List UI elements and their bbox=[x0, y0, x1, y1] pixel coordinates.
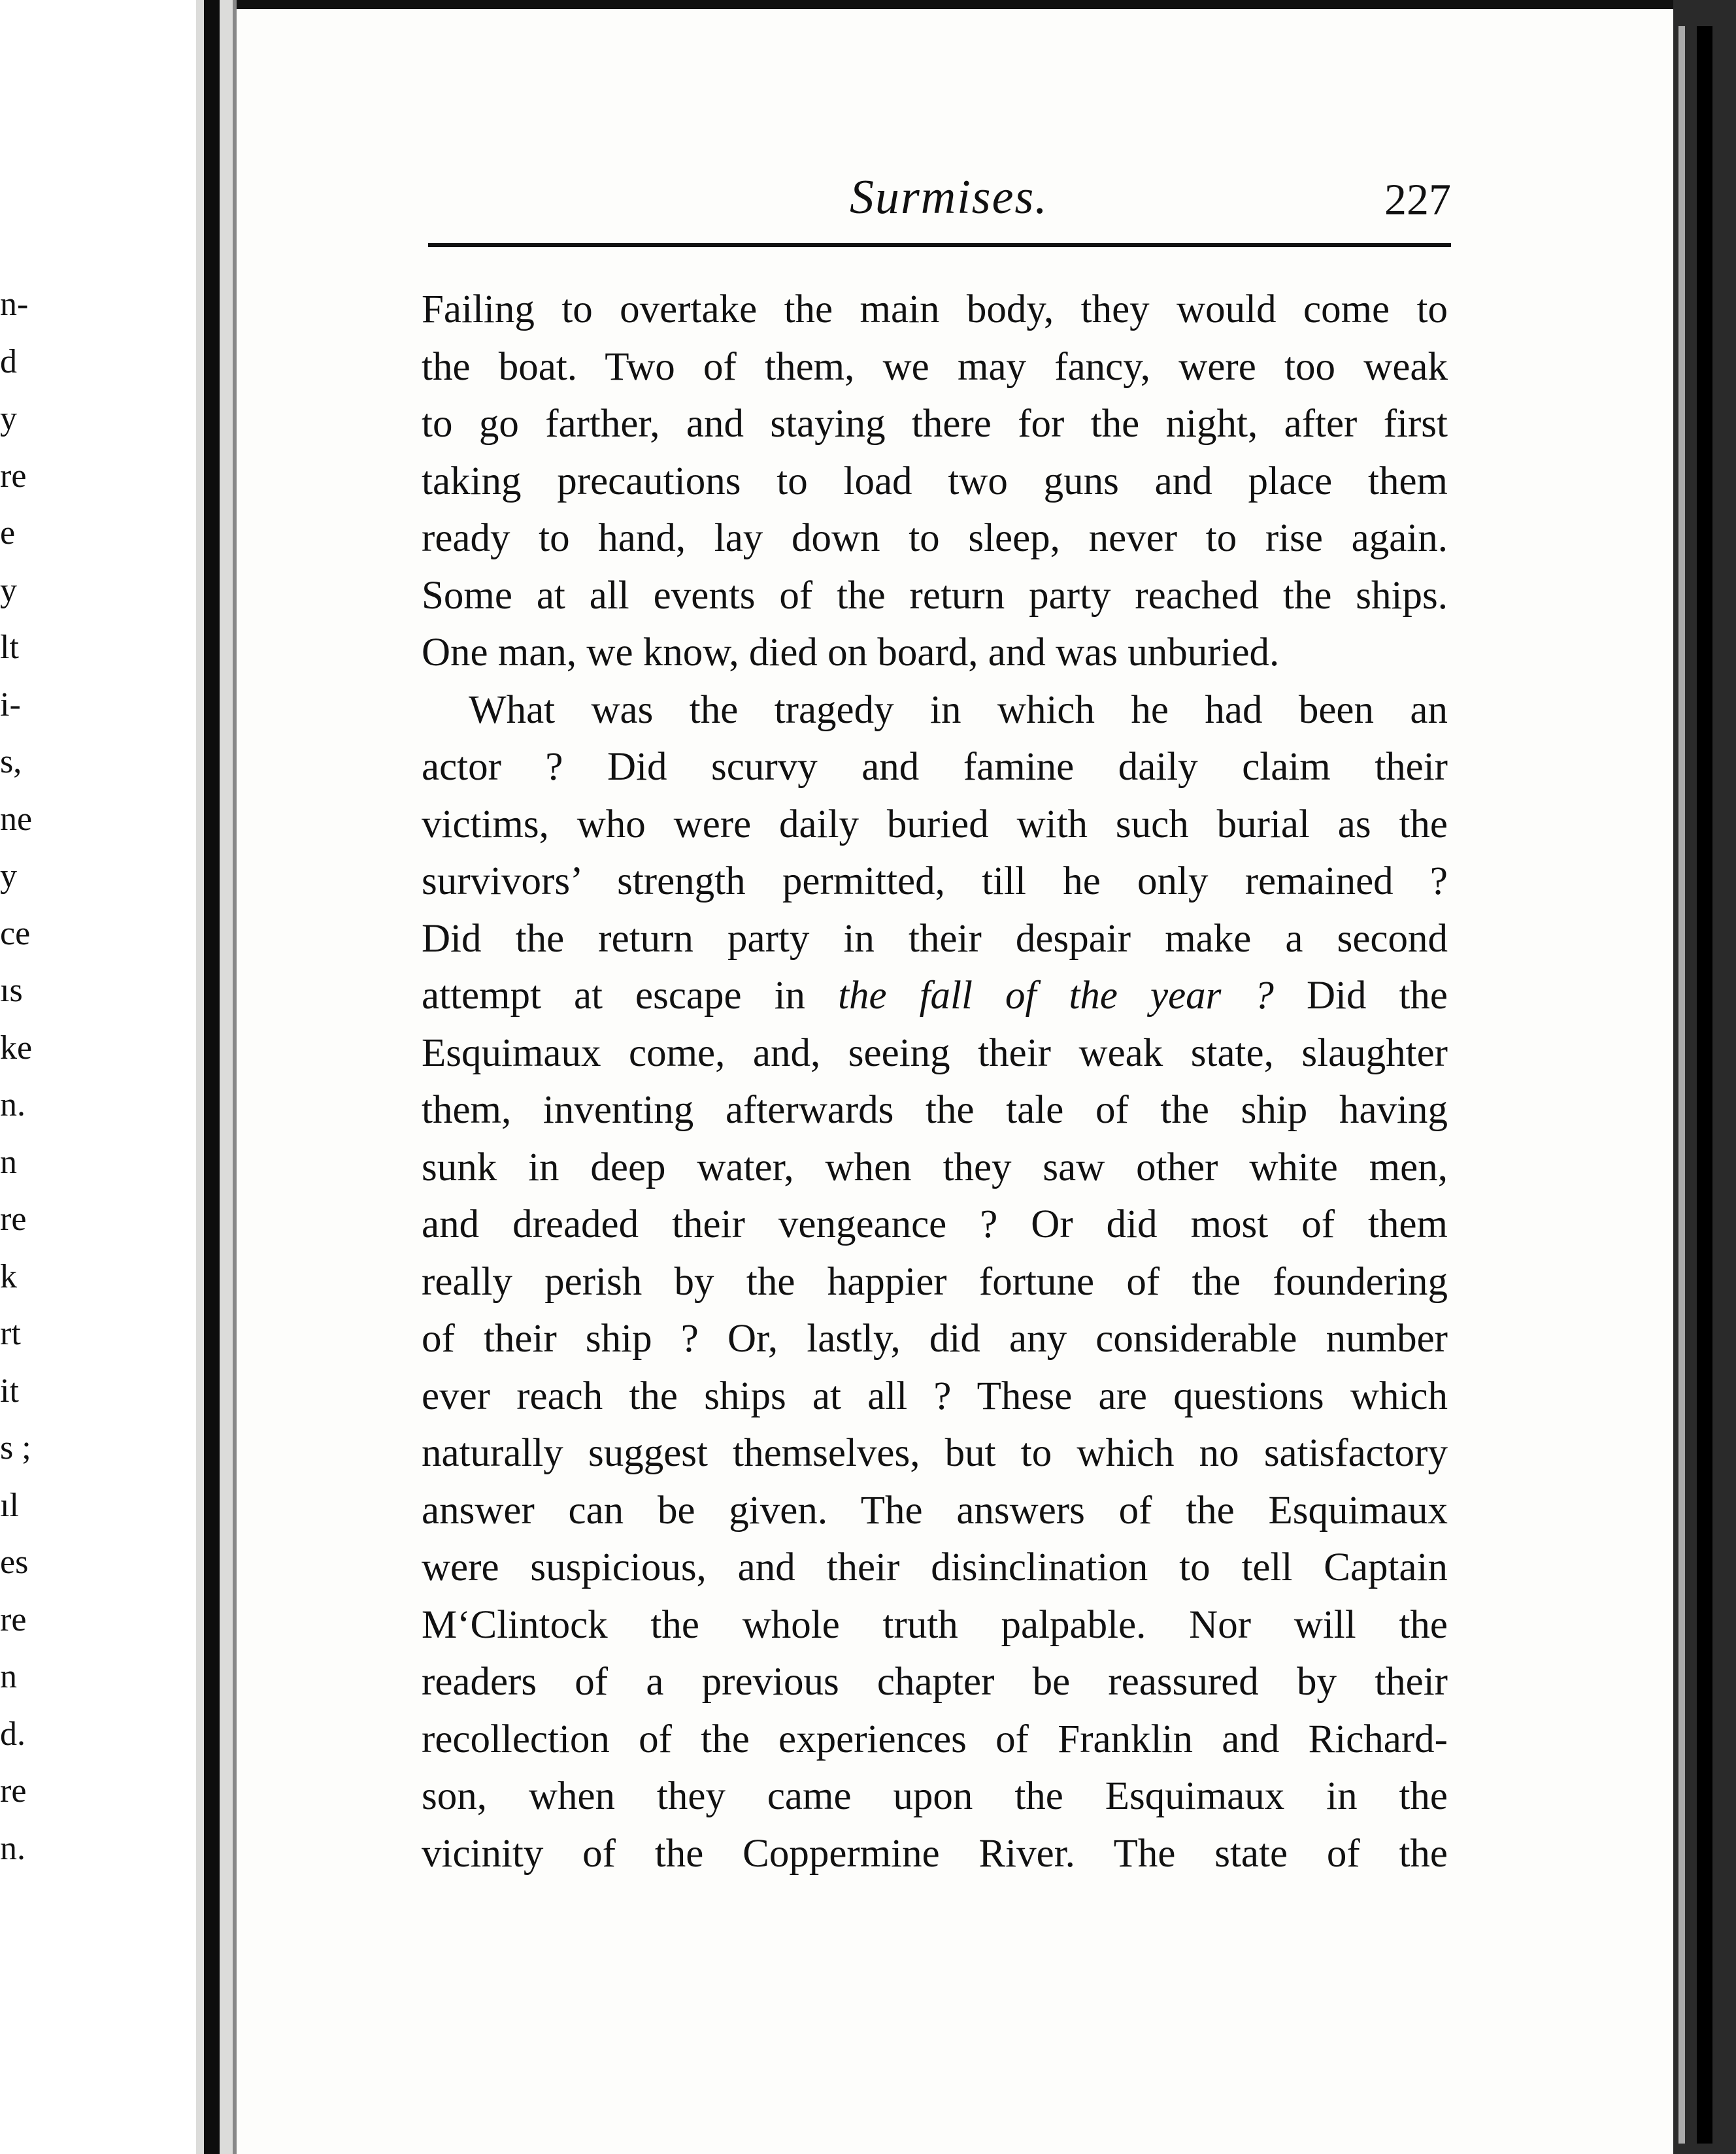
left-page-fragment: n. bbox=[0, 1829, 25, 1867]
left-page-fragment: y bbox=[0, 571, 17, 609]
left-page-fragment: n bbox=[0, 1658, 17, 1695]
page-number: 227 bbox=[1384, 174, 1451, 224]
text-line: son, when they came upon the Esquimaux in the bbox=[422, 1774, 1448, 1818]
right-edge-line bbox=[1697, 26, 1712, 2144]
left-page-fragment: e bbox=[0, 514, 16, 552]
left-page-fragment: lt bbox=[0, 629, 19, 666]
left-page-fragment: y bbox=[0, 857, 17, 895]
text-line: Some at all events of the return party reached the ships. bbox=[422, 573, 1448, 618]
text-line: were suspicious, and their disinclination to tell Captain bbox=[422, 1546, 1448, 1589]
left-page-fragment: ke bbox=[0, 1029, 33, 1067]
text-line: really perish by the happier fortune of the foundering bbox=[422, 1259, 1448, 1304]
text-line: ready to hand, lay down to sleep, never to rise again. bbox=[422, 516, 1448, 560]
left-page-fragment: es bbox=[0, 1544, 29, 1581]
left-page-fragment: ce bbox=[0, 914, 31, 952]
text-line: victims, who were daily buried with such burial as the bbox=[422, 802, 1448, 846]
running-title: Surmises. bbox=[850, 171, 1048, 224]
text-line: M‘Clintock the whole truth palpable. Nor will the bbox=[422, 1602, 1448, 1647]
text-line: Esquimaux come, and, seeing their weak state, slaughter bbox=[422, 1031, 1448, 1075]
left-page-fragment: re bbox=[0, 1772, 27, 1810]
text-line: recollection of the experiences of Franklin and Richard- bbox=[422, 1717, 1448, 1761]
text-line: answer can be given. The answers of the Esquimaux bbox=[422, 1488, 1448, 1533]
text-line: vicinity of the Coppermine River. The state of the bbox=[422, 1831, 1448, 1876]
left-page-fragment: ıs bbox=[0, 972, 23, 1009]
text-line: One man, we know, died on board, and was unburied. bbox=[422, 631, 1280, 674]
text-line: survivors’ strength permitted, till he only remained ? bbox=[422, 859, 1448, 903]
text-segment: attempt at escape in bbox=[422, 974, 806, 1018]
left-page-fragment: rt bbox=[0, 1315, 21, 1352]
header-rule bbox=[428, 243, 1451, 247]
left-page-fragment: it bbox=[0, 1372, 19, 1410]
left-page-fragment: d bbox=[0, 342, 17, 380]
text-line: to go farther, and staying there for the night, after first bbox=[422, 402, 1448, 446]
text-line: sunk in deep water, when they saw other white men, bbox=[422, 1145, 1448, 1189]
left-page-fragment: n- bbox=[0, 286, 29, 323]
text-line: them, inventing afterwards the tale of the ship having bbox=[422, 1088, 1448, 1132]
text-line: Failing to overtake the main body, they would come to bbox=[422, 288, 1448, 331]
text-line: actor ? Did scurvy and famine daily claim their bbox=[422, 745, 1448, 789]
left-page-fragment: n bbox=[0, 1143, 17, 1181]
italic-phrase: the fall of the year ? bbox=[838, 974, 1274, 1018]
right-edge-highlight bbox=[1678, 26, 1685, 2144]
body-text bbox=[422, 281, 1448, 1882]
left-page-fragment: re bbox=[0, 1201, 27, 1238]
text-line: the boat. Two of them, we may fancy, were too weak bbox=[422, 344, 1448, 389]
left-page-fragment: s, bbox=[0, 743, 22, 780]
text-line: ever reach the ships at all ? These are questions which bbox=[422, 1374, 1448, 1418]
left-page-fragment: re bbox=[0, 1600, 27, 1638]
left-page-fragment: y bbox=[0, 400, 17, 437]
text-segment: Did the bbox=[1306, 974, 1448, 1018]
text-line: naturally suggest themselves, but to which no satisfactory bbox=[422, 1431, 1448, 1475]
left-page-fragment: d. bbox=[0, 1715, 25, 1753]
text-line bbox=[422, 967, 1448, 1025]
left-page-fragment: ıl bbox=[0, 1486, 19, 1524]
top-scan-border bbox=[0, 0, 1736, 9]
left-page-fragment: n. bbox=[0, 1086, 25, 1123]
text-line: of their ship ? Or, lastly, did any considerable number bbox=[422, 1317, 1448, 1361]
text-line: Did the return party in their despair make a second bbox=[422, 916, 1448, 961]
left-page-fragment: re bbox=[0, 457, 27, 495]
text-line: taking precautions to load two guns and place them bbox=[422, 459, 1448, 503]
gutter-edge bbox=[233, 0, 237, 2154]
text-line: and dreaded their vengeance ? Or did most of them bbox=[422, 1202, 1448, 1246]
text-line: What was the tragedy in which he had been an bbox=[469, 688, 1448, 732]
gutter-line bbox=[204, 0, 220, 2154]
left-page-fragment: s ; bbox=[0, 1429, 31, 1466]
left-page-fragment: k bbox=[0, 1257, 17, 1295]
left-page-fragment: ne bbox=[0, 800, 33, 838]
left-page-fragment: i- bbox=[0, 686, 21, 723]
text-line: readers of a previous chapter be reassured by their bbox=[422, 1660, 1448, 1704]
